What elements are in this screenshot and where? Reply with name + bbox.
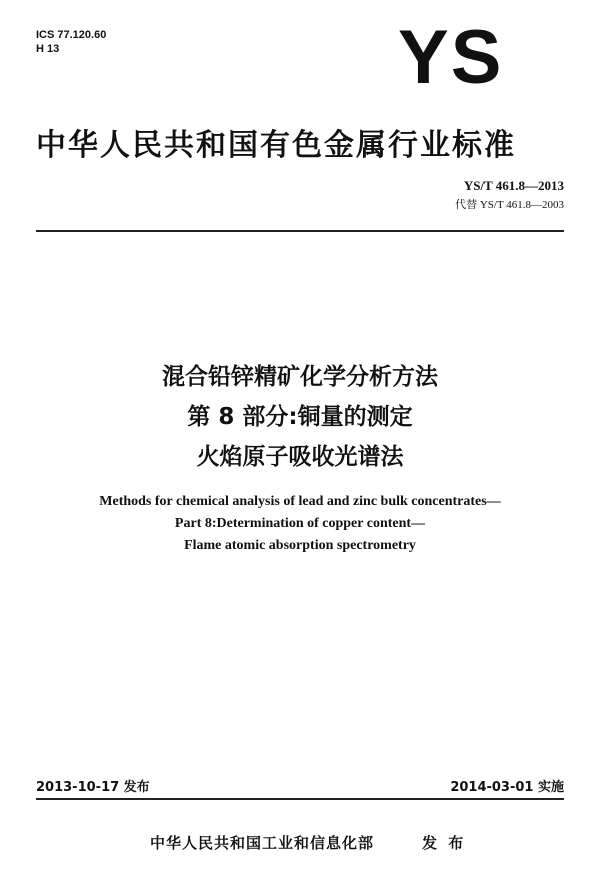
title-en-line-2: Part 8:Determination of copper content— (174, 516, 426, 531)
title-cn-line-2: 第 8 部分:铜量的测定 (187, 404, 413, 430)
industry-standard-title: 中华人民共和国有色金属行业标准 (36, 128, 516, 163)
publisher: 中华人民共和国工业和信息化部 (150, 834, 375, 852)
issue-date: 2013-10-17 发布 (36, 780, 150, 795)
publish-label: 发 布 (422, 834, 467, 852)
ics-code: ICS 77.120.60 (36, 29, 107, 41)
title-en-line-1: Methods for chemical analysis of lead and zinc bulk concentrates— (99, 494, 501, 509)
ys-logo: YS (398, 15, 504, 100)
title-cn-line-1: 混合铅锌精矿化学分析方法 (162, 364, 438, 390)
title-en-line-3: Flame atomic absorption spectrometry (184, 538, 416, 553)
top-divider (36, 230, 564, 232)
standard-number: YS/T 461.8—2013 (463, 178, 564, 193)
ccs-code: H 13 (36, 43, 60, 55)
title-cn-line-3: 火焰原子吸收光谱法 (196, 444, 404, 470)
implementation-date: 2014-03-01 实施 (450, 780, 564, 795)
replaces-standard: 代替 YS/T 461.8—2003 (455, 199, 564, 211)
bottom-divider (36, 798, 564, 800)
classification-codes (36, 28, 106, 56)
